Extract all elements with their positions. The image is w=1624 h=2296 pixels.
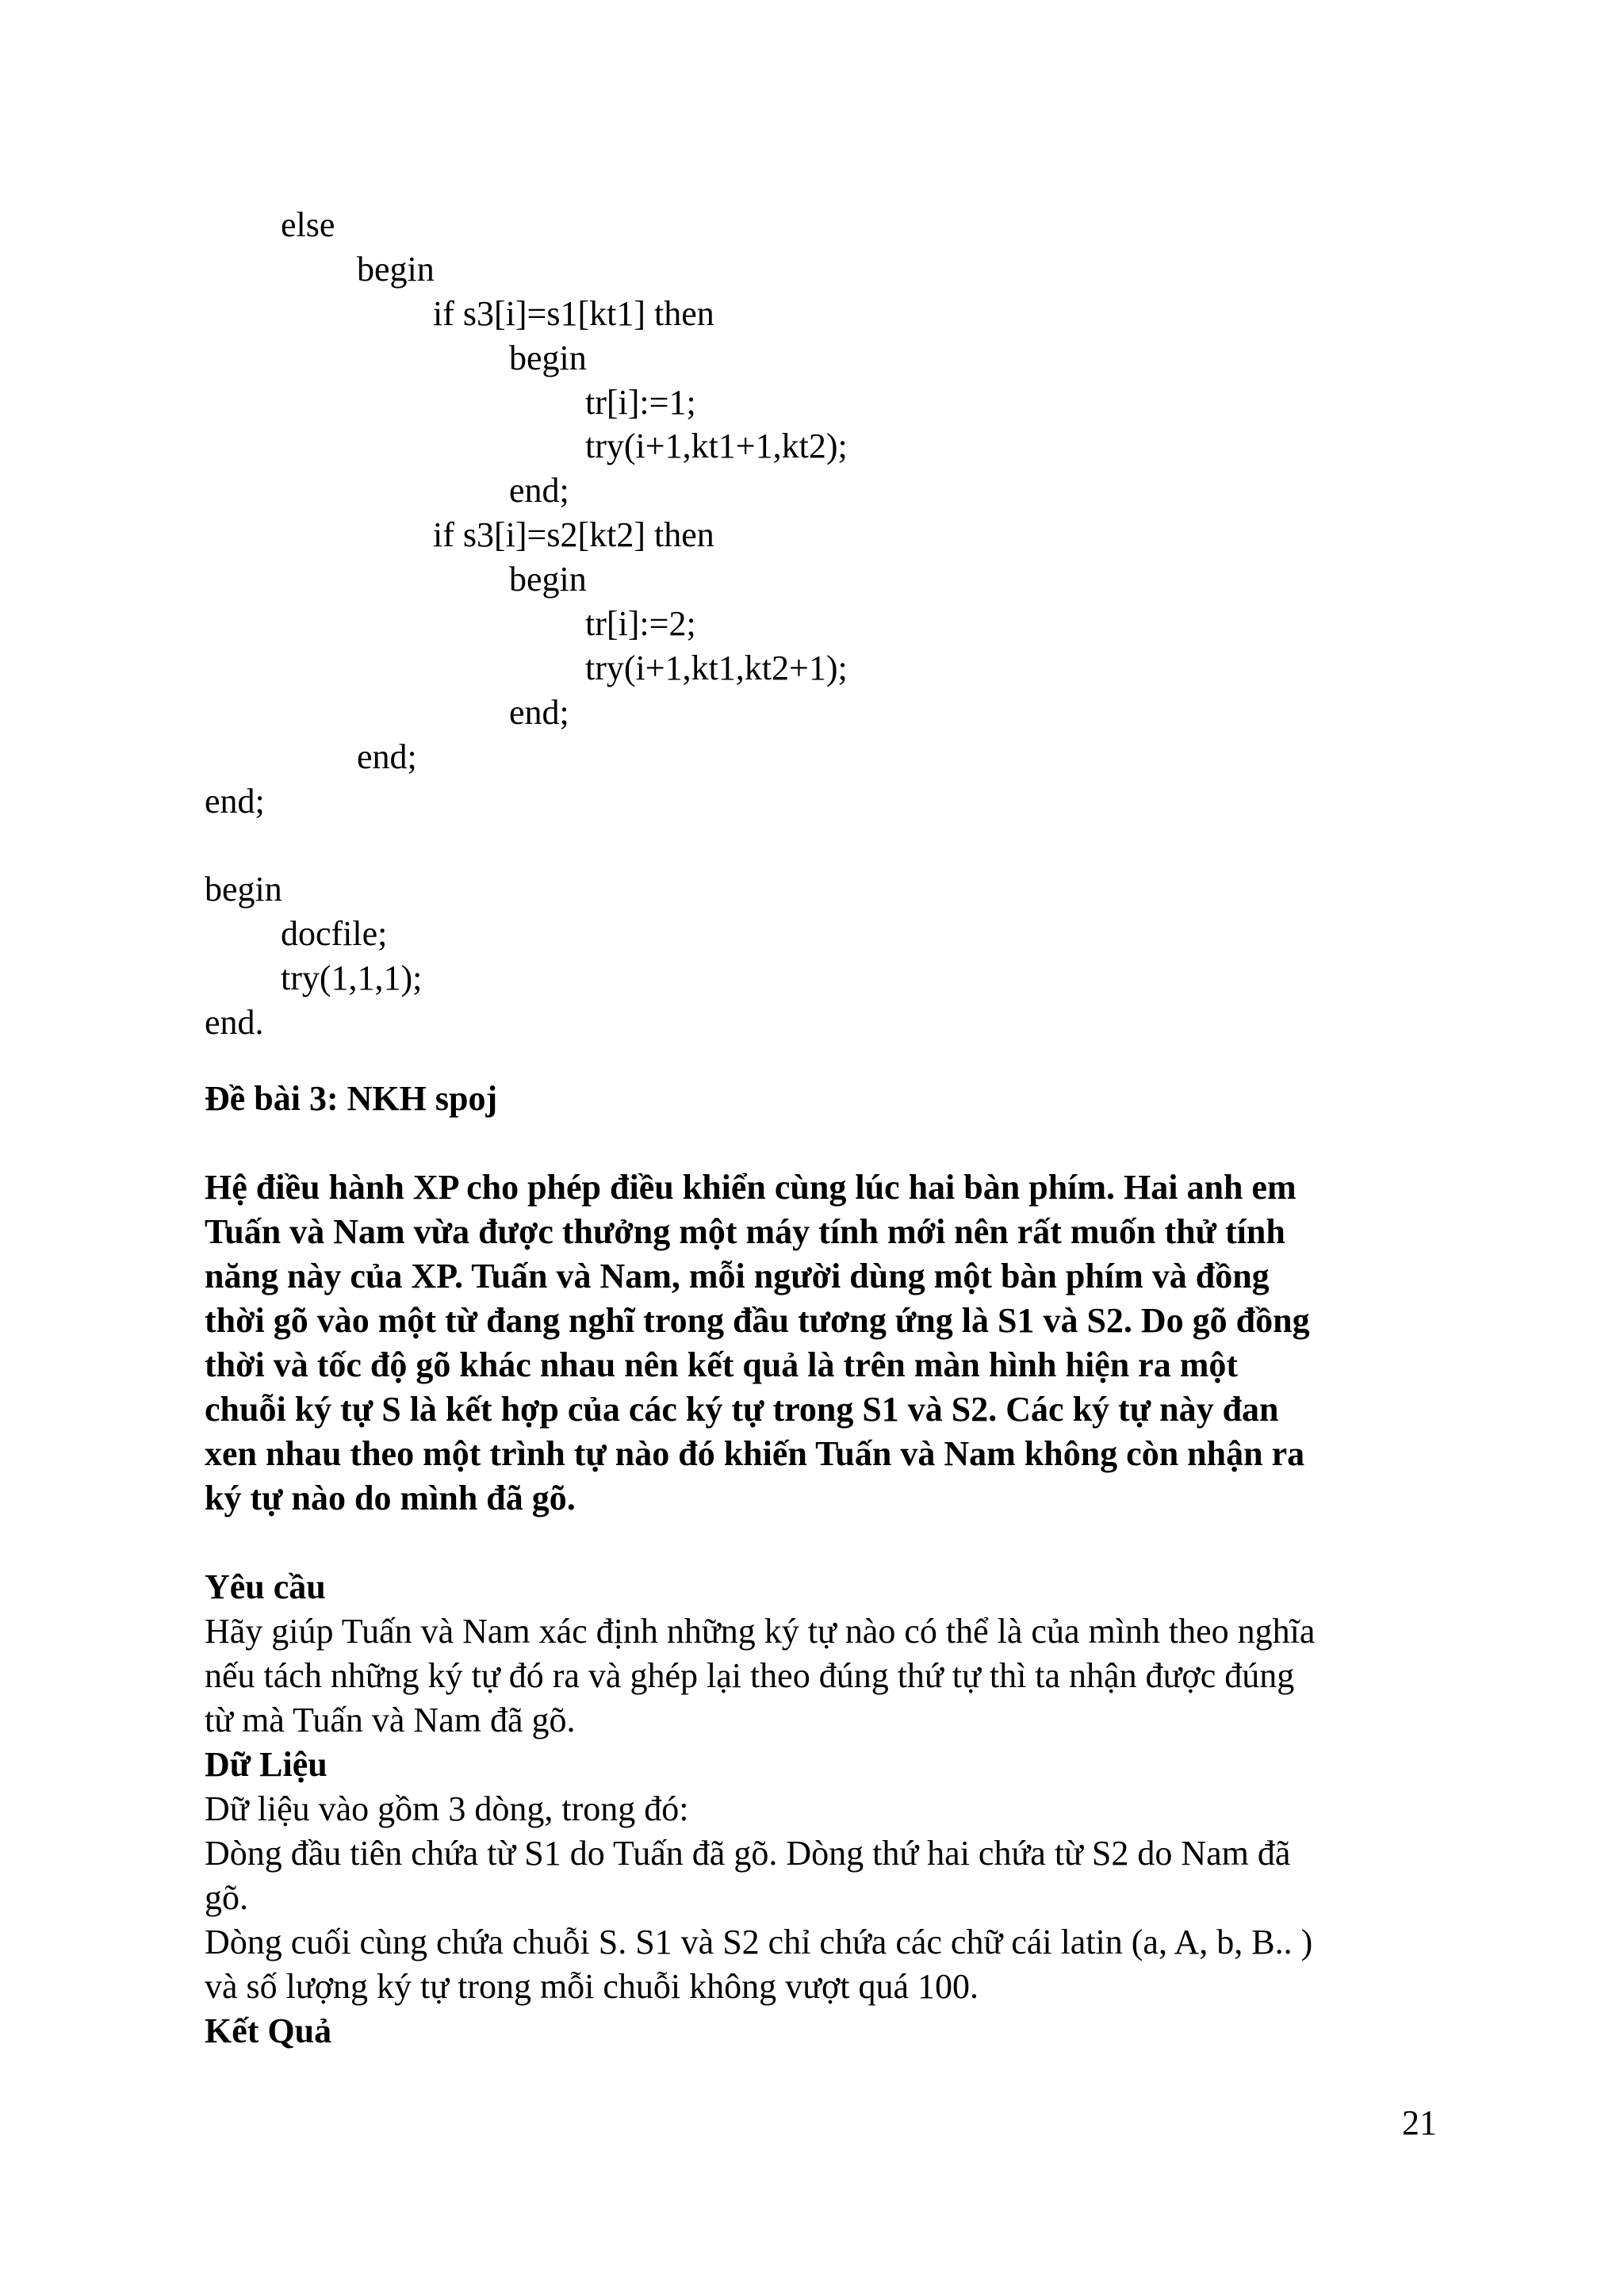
problem-heading: Đề bài 3: NKH spoj bbox=[205, 1079, 498, 1118]
intro-line: Tuấn và Nam vừa được thưởng một máy tính mới nên rất muốn thử tính bbox=[205, 1212, 1285, 1251]
code-line: tr[i]:=2; bbox=[585, 604, 696, 644]
code-line: begin bbox=[509, 338, 587, 377]
code-line: begin bbox=[509, 560, 587, 599]
code-line: end; bbox=[357, 737, 417, 776]
page-number: 21 bbox=[1402, 2103, 1437, 2142]
intro-line: thời và tốc độ gõ khác nhau nên kết quả là trên màn hình hiện ra một bbox=[205, 1345, 1239, 1384]
code-line: tr[i]:=1; bbox=[585, 382, 696, 422]
code-line: begin bbox=[357, 249, 435, 289]
data-text bbox=[205, 1787, 1442, 2009]
requirement-line: nếu tách những ký tự đó ra và ghép lại theo đúng thứ tự thì ta nhận được đúng bbox=[205, 1656, 1295, 1695]
intro-line: chuỗi ký tự S là kết hợp của các ký tự trong S1 và S2. Các ký tự này đan bbox=[205, 1390, 1279, 1429]
data-line: Dòng cuối cùng chứa chuỗi S. S1 và S2 chỉ chứa các chữ cái latin (a, A, b, B.. ) bbox=[205, 1923, 1313, 1961]
code-line: try(1,1,1); bbox=[281, 959, 423, 998]
code-block bbox=[205, 203, 848, 1045]
problem-intro bbox=[205, 1165, 1442, 1521]
intro-line: năng này của XP. Tuấn và Nam, mỗi người dùng một bàn phím và đồng bbox=[205, 1257, 1270, 1295]
code-line: end; bbox=[509, 471, 569, 511]
problem-content bbox=[205, 1077, 1442, 2053]
code-line: end; bbox=[205, 781, 265, 821]
code-line: else bbox=[281, 205, 335, 244]
code-line bbox=[205, 823, 848, 867]
data-line: Dòng đầu tiên chứa từ S1 do Tuấn đã gõ. Dòng thứ hai chứa từ S2 do Nam đã bbox=[205, 1834, 1291, 1873]
intro-line: ký tự nào do mình đã gõ. bbox=[205, 1479, 576, 1517]
code-line: try(i+1,kt1+1,kt2); bbox=[585, 427, 848, 466]
intro-line: xen nhau theo một trình tự nào đó khiến Tuấn và Nam không còn nhận ra bbox=[205, 1434, 1305, 1473]
spacer bbox=[205, 1521, 1442, 1565]
code-line: docfile; bbox=[281, 914, 388, 954]
code-line: try(i+1,kt1,kt2+1); bbox=[585, 648, 848, 687]
spacer bbox=[205, 1121, 1442, 1165]
code-line: if s3[i]=s1[kt1] then bbox=[433, 293, 714, 333]
data-line: gõ. bbox=[205, 1878, 248, 1917]
intro-line: thời gõ vào một từ đang nghĩ trong đầu tương ứng là S1 và S2. Do gõ đồng bbox=[205, 1301, 1310, 1340]
requirement-line: từ mà Tuấn và Nam đã gõ. bbox=[205, 1701, 576, 1739]
requirement-text bbox=[205, 1609, 1442, 1743]
requirement-line: Hãy giúp Tuấn và Nam xác định những ký tự nào có thể là của mình theo nghĩa bbox=[205, 1612, 1316, 1651]
code-line: end. bbox=[205, 1003, 264, 1043]
code-line: if s3[i]=s2[kt2] then bbox=[433, 515, 714, 555]
intro-line: Hệ điều hành XP cho phép điều khiển cùng lúc hai bàn phím. Hai anh em bbox=[205, 1168, 1297, 1207]
data-line: Dữ liệu vào gồm 3 dòng, trong đó: bbox=[205, 1789, 689, 1828]
requirement-title: Yêu cầu bbox=[205, 1567, 326, 1606]
result-title: Kết Quả bbox=[205, 2011, 332, 2050]
code-line: end; bbox=[509, 692, 569, 732]
data-title: Dữ Liệu bbox=[205, 1745, 327, 1784]
data-line: và số lượng ký tự trong mỗi chuỗi không vượt quá 100. bbox=[205, 1967, 979, 2006]
code-line: begin bbox=[205, 870, 282, 909]
